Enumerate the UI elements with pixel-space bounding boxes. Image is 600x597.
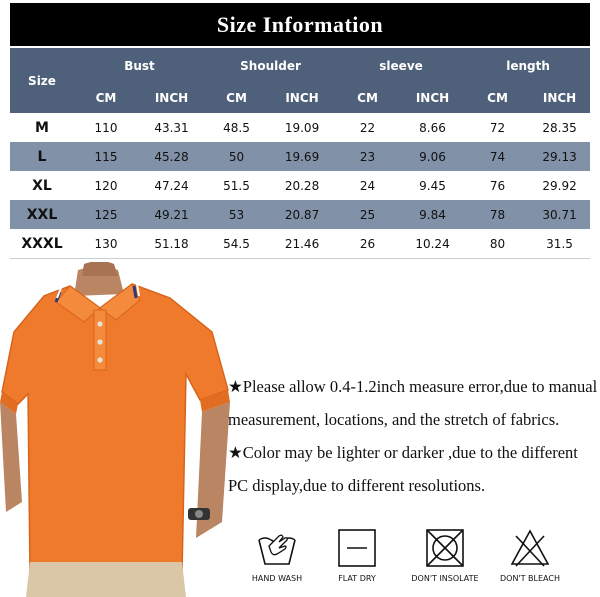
care-label: HAND WASH [251, 574, 303, 583]
unit-header: CM [466, 83, 529, 113]
size-information-title: Size Information [10, 3, 590, 46]
care-dont-bleach [490, 528, 570, 583]
care-dont-insolate [405, 528, 485, 583]
measurement-cell: 10.24 [399, 229, 466, 259]
measurement-cell: 28.35 [542, 120, 577, 135]
measurement-cell: 8.66 [419, 120, 446, 135]
table-row [10, 200, 590, 229]
measurement-cell: 80 [466, 229, 529, 259]
size-cell: L [10, 142, 74, 171]
size-cell: XXL [10, 200, 74, 229]
measurement-cell: 43.31 [154, 120, 189, 135]
measurement-cell: 130 [74, 229, 138, 259]
length-header: length [466, 48, 590, 83]
measurement-cell: 29.13 [529, 142, 590, 171]
unit-header: CM [74, 83, 138, 113]
unit-header: INCH [399, 83, 466, 113]
measurement-cell: 19.69 [268, 142, 336, 171]
measurement-cell: 120 [94, 178, 118, 193]
measurement-cell: 9.84 [399, 200, 466, 229]
measurement-cell: 53 [205, 200, 268, 229]
measurement-cell: 23 [336, 142, 399, 171]
shoulder-header: Shoulder [205, 48, 336, 83]
measurement-cell: 9.45 [419, 178, 446, 193]
measurement-cell: 50 [205, 142, 268, 171]
table-row [10, 229, 590, 259]
measurement-cell: 51.5 [223, 178, 250, 193]
care-flat-dry [317, 528, 397, 583]
measurement-cell: 29.92 [542, 178, 577, 193]
measurement-cell: 78 [466, 200, 529, 229]
do-not-bleach-icon [508, 528, 552, 568]
measurement-cell: 115 [74, 142, 138, 171]
measurement-cell: 31.5 [529, 229, 590, 259]
measurement-cell: 72 [489, 120, 506, 135]
measurement-cell: 20.87 [268, 200, 336, 229]
table-row [10, 142, 590, 171]
care-label: DON'T BLEACH [499, 574, 560, 583]
size-column-header: Size [10, 48, 74, 113]
measurement-cell: 47.24 [154, 178, 189, 193]
size-cell: XL [32, 177, 52, 194]
measurement-cell: 110 [94, 120, 118, 135]
measurement-cell: 25 [336, 200, 399, 229]
model-wearing-orange-polo-photo [0, 262, 232, 597]
measurement-cell: 24 [359, 178, 376, 193]
care-label: FLAT DRY [338, 574, 376, 583]
measurement-cell: 26 [336, 229, 399, 259]
measurement-cell: 19.09 [284, 120, 320, 135]
note-color-difference: ★Color may be lighter or darker ,due to the different PC display,due to different resolutions. [228, 443, 578, 495]
size-chart-table [10, 48, 590, 259]
measurement-cell: 20.28 [284, 178, 320, 193]
measurement-cell: 48.5 [223, 120, 250, 135]
unit-header: INCH [529, 83, 590, 113]
hand-wash-icon [255, 528, 299, 568]
bust-header: Bust [74, 48, 205, 83]
measurement-cell: 49.21 [138, 200, 205, 229]
measurement-cell: 125 [74, 200, 138, 229]
unit-header: INCH [268, 83, 336, 113]
unit-header: CM [205, 83, 268, 113]
table-row [10, 171, 590, 200]
measurement-cell: 74 [466, 142, 529, 171]
note-measure-error: ★Please allow 0.4-1.2inch measure error,due to manual measurement, locations, and the stretch of fabrics. [228, 377, 598, 429]
size-cell: M [35, 119, 49, 136]
flat-dry-icon [335, 528, 379, 568]
unit-header: CM [336, 83, 399, 113]
table-row [10, 113, 590, 142]
care-label: DON'T INSOLATE [411, 574, 479, 583]
measurement-cell: 22 [359, 120, 376, 135]
care-hand-wash [237, 528, 317, 583]
measurement-cell: 45.28 [138, 142, 205, 171]
sleeve-header: sleeve [336, 48, 466, 83]
measurement-cell: 51.18 [138, 229, 205, 259]
size-cell: XXXL [10, 229, 74, 259]
do-not-tumble-dry-icon [423, 528, 467, 568]
measurement-cell: 9.06 [399, 142, 466, 171]
unit-header: INCH [138, 83, 205, 113]
measurement-cell: 54.5 [205, 229, 268, 259]
measurement-cell: 21.46 [268, 229, 336, 259]
measurement-cell: 30.71 [529, 200, 590, 229]
measurement-cell: 76 [489, 178, 506, 193]
measurement-notes [228, 370, 598, 502]
